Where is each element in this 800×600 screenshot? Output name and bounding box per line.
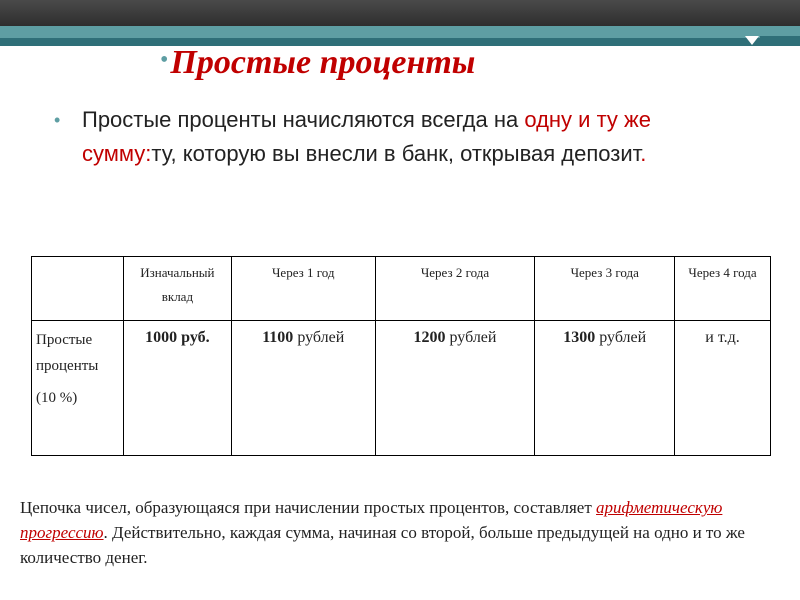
value-bold: 1200	[413, 329, 446, 346]
value-cell-year2	[375, 321, 535, 456]
intro-part1: Простые проценты начисляются всегда на	[82, 107, 525, 132]
header-cell-year3: Через 3 года	[535, 257, 675, 321]
top-teal-bar	[0, 26, 800, 38]
header-cell-year1: Через 1 год	[231, 257, 375, 321]
value-rest: и т.д.	[705, 329, 740, 346]
intro-text	[82, 103, 702, 171]
bullet-icon: •	[54, 110, 61, 130]
triangle-marker	[745, 36, 759, 45]
title-text: Простые проценты	[170, 44, 476, 81]
value-bold: 1100	[262, 329, 294, 346]
value-rest: рублей	[595, 329, 647, 346]
top-dark-bar	[0, 0, 800, 26]
intro-paragraph	[54, 103, 702, 171]
intro-end: .	[640, 141, 647, 166]
bullet-icon: •	[160, 47, 169, 73]
value-cell-year4	[675, 321, 771, 456]
table-row	[32, 321, 771, 456]
header-cell-year4: Через 4 года	[675, 257, 771, 321]
top-right-strip	[760, 36, 800, 46]
intro-part2: ту, которую вы внесли в банк, открывая депозит	[151, 141, 641, 166]
value-cell-initial	[123, 321, 231, 456]
conclusion-part2: . Действительно, каждая сумма, начиная со второй, больше предыдущей на одно и то же количество денег.	[20, 523, 745, 567]
value-cell-year1	[231, 321, 375, 456]
header-cell-year2: Через 2 года	[375, 257, 535, 321]
header-cell-empty	[32, 257, 124, 321]
row-label	[32, 321, 124, 456]
slide-title	[160, 44, 475, 82]
intro-highlight: одну и ту же сумму:	[82, 107, 651, 166]
row-label-line2: (10 %)	[36, 390, 78, 406]
value-cell-year3	[535, 321, 675, 456]
value-bold: 1300	[563, 329, 596, 346]
conclusion-paragraph	[20, 495, 780, 570]
table-header-row	[32, 257, 771, 321]
progression-link[interactable]: арифметическую прогрессию	[20, 498, 723, 542]
value-bold: 1000 руб.	[145, 329, 210, 346]
conclusion-part1: Цепочка чисел, образующаяся при начислении простых процентов, составляет	[20, 498, 597, 517]
header-cell-initial: Изначальный вклад	[123, 257, 231, 321]
row-label-line1: Простые проценты	[36, 332, 99, 374]
interest-table	[31, 256, 771, 456]
value-rest: рублей	[293, 329, 345, 346]
value-rest: рублей	[445, 329, 497, 346]
